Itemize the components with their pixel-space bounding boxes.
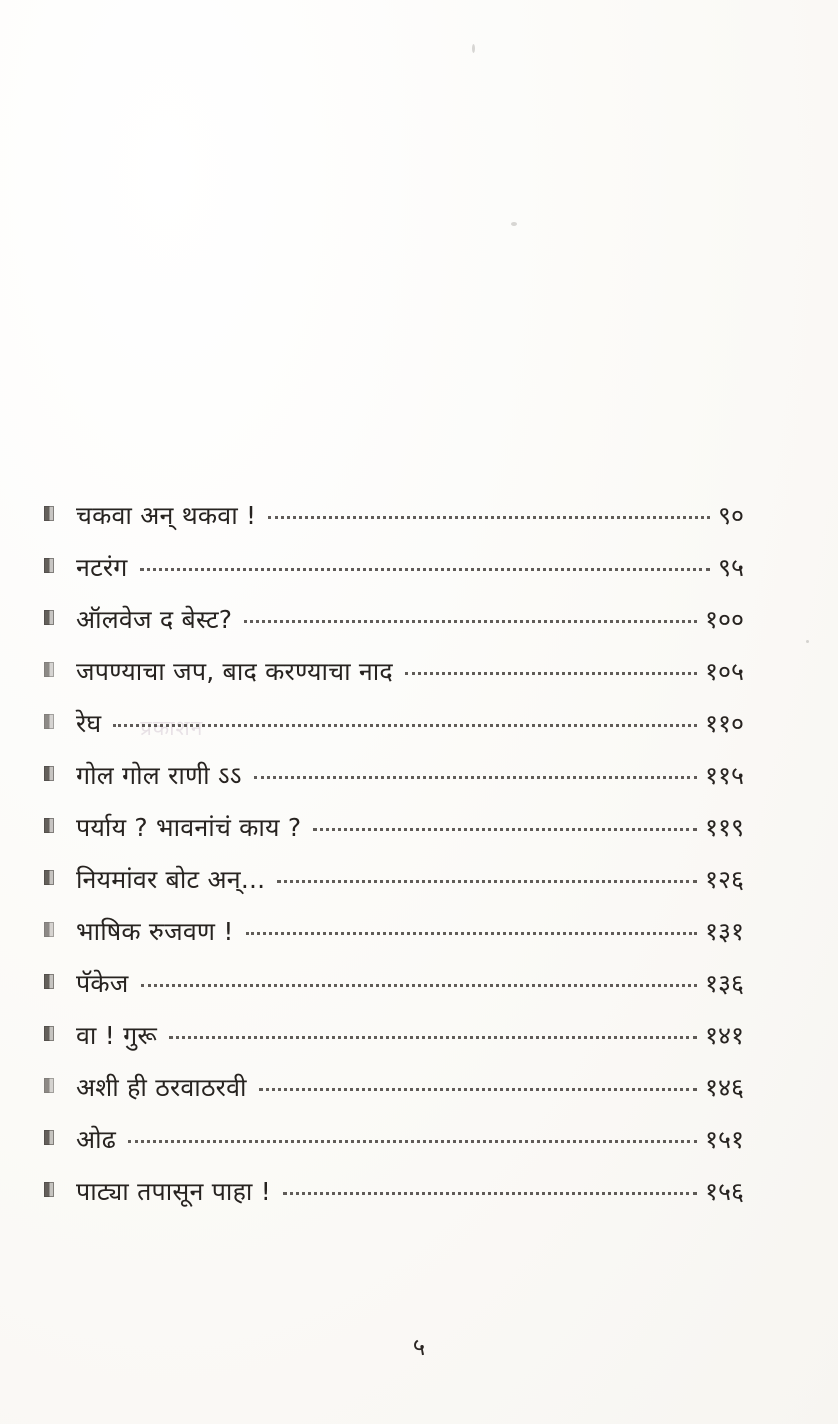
toc-entry-title: भाषिक रुजवण ! — [76, 917, 234, 946]
leaf-bullet-icon — [44, 1130, 54, 1145]
dot-leader — [128, 1140, 697, 1143]
toc-entry-title: नियमांवर बोट अन्... — [76, 865, 266, 894]
dot-leader — [113, 724, 697, 727]
toc-entry-page: १४१ — [704, 1021, 744, 1050]
toc-entry-title: ऑलवेज द बेस्ट? — [76, 605, 233, 634]
toc-entry-page: १४६ — [704, 1073, 744, 1102]
dot-leader — [405, 672, 697, 675]
toc-entry[interactable] — [44, 602, 744, 654]
leaf-bullet-icon — [44, 974, 54, 989]
toc-entry[interactable] — [44, 706, 744, 758]
dot-leader — [283, 1192, 697, 1195]
toc-entry[interactable] — [44, 654, 744, 706]
leaf-bullet-icon — [44, 818, 54, 833]
dot-leader — [141, 984, 697, 987]
toc-entry-title: रेघ — [76, 709, 102, 738]
toc-entry-title: पाट्या तपासून पाहा ! — [76, 1177, 271, 1206]
dot-leader — [268, 516, 710, 519]
table-of-contents — [44, 498, 744, 1226]
toc-entry-page: १५१ — [704, 1125, 744, 1154]
leaf-bullet-icon — [44, 610, 54, 625]
dot-leader — [140, 568, 710, 571]
bleed-through-text: प्रकाशन — [140, 716, 204, 740]
toc-entry[interactable] — [44, 810, 744, 862]
dot-leader — [169, 1036, 697, 1039]
toc-entry-title: नटरंग — [76, 553, 128, 582]
toc-entry-title: वा ! गुरू — [76, 1021, 157, 1050]
toc-entry-page: ११५ — [704, 761, 744, 790]
toc-entry[interactable] — [44, 1070, 744, 1122]
leaf-bullet-icon — [44, 1182, 54, 1197]
toc-entry[interactable] — [44, 1018, 744, 1070]
toc-entry-title: पर्याय ? भावनांचं काय ? — [76, 813, 302, 842]
toc-entry[interactable] — [44, 1174, 744, 1226]
toc-entry-page: ९० — [717, 501, 744, 530]
dot-leader — [259, 1088, 697, 1091]
toc-entry[interactable] — [44, 1122, 744, 1174]
leaf-bullet-icon — [44, 922, 54, 937]
toc-entry-page: १३१ — [704, 917, 744, 946]
toc-entry-page: ११० — [704, 709, 744, 738]
toc-entry-title: गोल गोल राणी ऽऽ — [76, 761, 242, 790]
toc-entry-title: ओढ — [76, 1125, 117, 1154]
toc-entry[interactable] — [44, 758, 744, 810]
toc-entry-title: अशी ही ठरवाठरवी — [76, 1073, 247, 1102]
toc-entry-page: ९५ — [717, 553, 744, 582]
toc-entry[interactable] — [44, 862, 744, 914]
dot-leader — [244, 620, 697, 623]
leaf-bullet-icon — [44, 766, 54, 781]
dot-leader — [246, 932, 697, 935]
toc-entry[interactable] — [44, 914, 744, 966]
toc-entry[interactable] — [44, 966, 744, 1018]
leaf-bullet-icon — [44, 662, 54, 677]
toc-entry-title: जपण्याचा जप, बाद करण्याचा नाद — [76, 657, 393, 686]
toc-entry[interactable] — [44, 498, 744, 550]
leaf-bullet-icon — [44, 558, 54, 573]
toc-entry-page: १५६ — [704, 1177, 744, 1206]
leaf-bullet-icon — [44, 714, 54, 729]
leaf-bullet-icon — [44, 870, 54, 885]
dot-leader — [313, 828, 697, 831]
toc-entry-page: १३६ — [704, 969, 744, 998]
dot-leader — [277, 880, 697, 883]
toc-entry-page: १०० — [704, 605, 744, 634]
toc-entry-title: पॅकेज — [76, 969, 129, 998]
toc-entry-page: १०५ — [704, 657, 744, 686]
dot-leader — [254, 776, 697, 779]
toc-entry[interactable] — [44, 550, 744, 602]
leaf-bullet-icon — [44, 1078, 54, 1093]
toc-entry-page: १२६ — [704, 865, 744, 894]
leaf-bullet-icon — [44, 506, 54, 521]
leaf-bullet-icon — [44, 1026, 54, 1041]
page-folio: ५ — [412, 1333, 426, 1361]
toc-entry-page: ११९ — [704, 813, 744, 842]
toc-entry-title: चकवा अन् थकवा ! — [76, 501, 257, 530]
